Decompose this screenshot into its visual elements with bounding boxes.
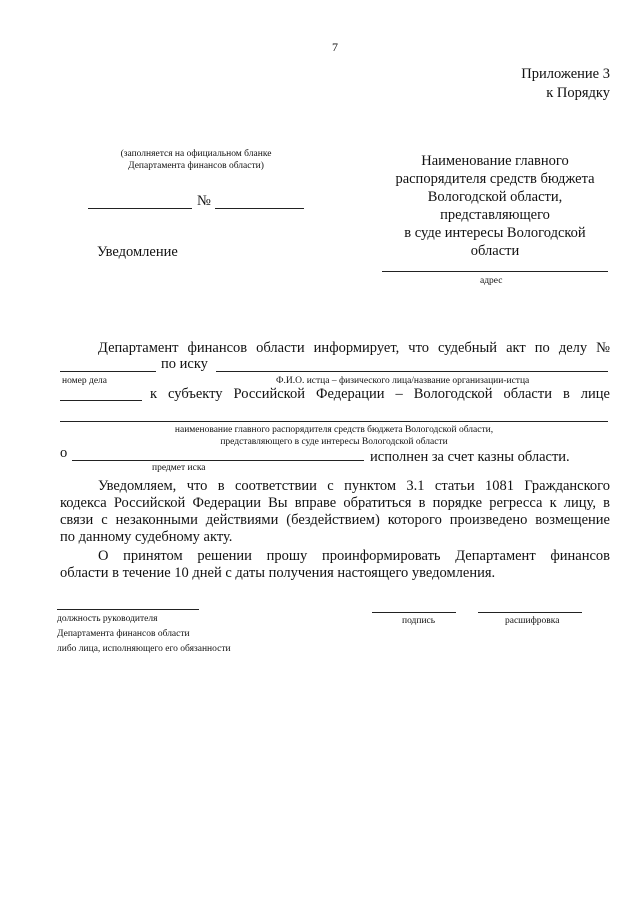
caption-case-number: номер дела <box>62 376 108 386</box>
blank-note-line-2: Департамента финансов области) <box>128 161 264 171</box>
address-caption: адрес <box>480 276 503 286</box>
appendix-line-2: к Порядку <box>546 85 610 101</box>
caption-plaintiff: Ф.И.О. истца – физического лица/название организации-истца <box>276 376 530 386</box>
paragraph-2-line-1: Уведомляем, что в соответствии с пунктом 3.1 статьи 1081 Гражданского <box>98 478 610 494</box>
paragraph-3-line-1: О принятом решении прошу проинформировать Департамент финансов <box>98 548 610 564</box>
notice-title: Уведомление <box>97 244 178 260</box>
addressee-line-3: Вологодской области, <box>427 189 563 205</box>
address-line <box>382 271 608 272</box>
blank-note-line-1: (заполняется на официальном бланке <box>120 149 272 159</box>
addressee-line-4: представляющего <box>440 207 550 223</box>
outgoing-number-line <box>215 208 304 209</box>
page-number: 7 <box>332 40 338 54</box>
caption-distributor-line-2: представляющего в суде интересы Вологодской области <box>220 437 448 447</box>
paragraph-2-line-4: по данному судебному акту. <box>60 529 233 545</box>
decoding-line <box>478 612 582 613</box>
position-caption <box>57 612 231 657</box>
plaintiff-line <box>216 371 608 372</box>
paragraph-1-executed: исполнен за счет казны области. <box>370 449 570 465</box>
position-caption-line-3: либо лица, исполняющего его обязанности <box>57 644 231 654</box>
signature-line <box>372 612 456 613</box>
addressee-block <box>382 152 608 260</box>
addressee-line-1: Наименование главного <box>421 153 569 169</box>
paragraph-1-line-1: Департамент финансов области информирует, что судебный акт по делу № <box>98 340 610 356</box>
caption-distributor-line-1: наименование главного распорядителя средств бюджета Вологодской области, <box>174 425 494 435</box>
official-blank-note <box>96 149 296 171</box>
paragraph-1-line-3: к субъекту Российской Федерации – Вологодской области в лице <box>150 386 610 402</box>
paragraph-3-line-2: области в течение 10 дней с даты получения настоящего уведомления. <box>60 565 496 581</box>
appendix-line-1: Приложение 3 <box>521 66 610 82</box>
date-line <box>88 208 192 209</box>
paragraph-2-line-3: связи с незаконными действиями (бездействием) которого произведено возмещение <box>60 512 610 528</box>
paragraph-2-line-2: кодекса Российской Федерации Вы вправе обратиться в порядке регресса к лицу, в <box>60 495 610 511</box>
paragraph-1-about: о <box>60 445 68 461</box>
addressee-line-6: области <box>470 243 520 259</box>
caption-claim-subject: предмет иска <box>152 463 206 473</box>
position-caption-line-1: должность руководителя <box>57 614 158 624</box>
position-caption-line-2: Департамента финансов области <box>57 629 190 639</box>
signature-caption: подпись <box>402 616 436 626</box>
addressee-line-5: в суде интересы Вологодской <box>404 225 586 241</box>
paragraph-1-by-claim: по иску <box>161 356 208 372</box>
number-sign: № <box>197 193 211 209</box>
claim-subject-line <box>72 460 364 461</box>
caption-distributor <box>60 424 608 448</box>
addressee-line-2: распорядителя средств бюджета <box>395 171 595 187</box>
plaintiff-continuation-line <box>60 400 142 401</box>
appendix-header <box>521 66 610 102</box>
position-line <box>57 609 199 610</box>
distributor-line <box>60 421 608 422</box>
case-number-line <box>60 371 156 372</box>
decoding-caption: расшифровка <box>505 616 560 626</box>
